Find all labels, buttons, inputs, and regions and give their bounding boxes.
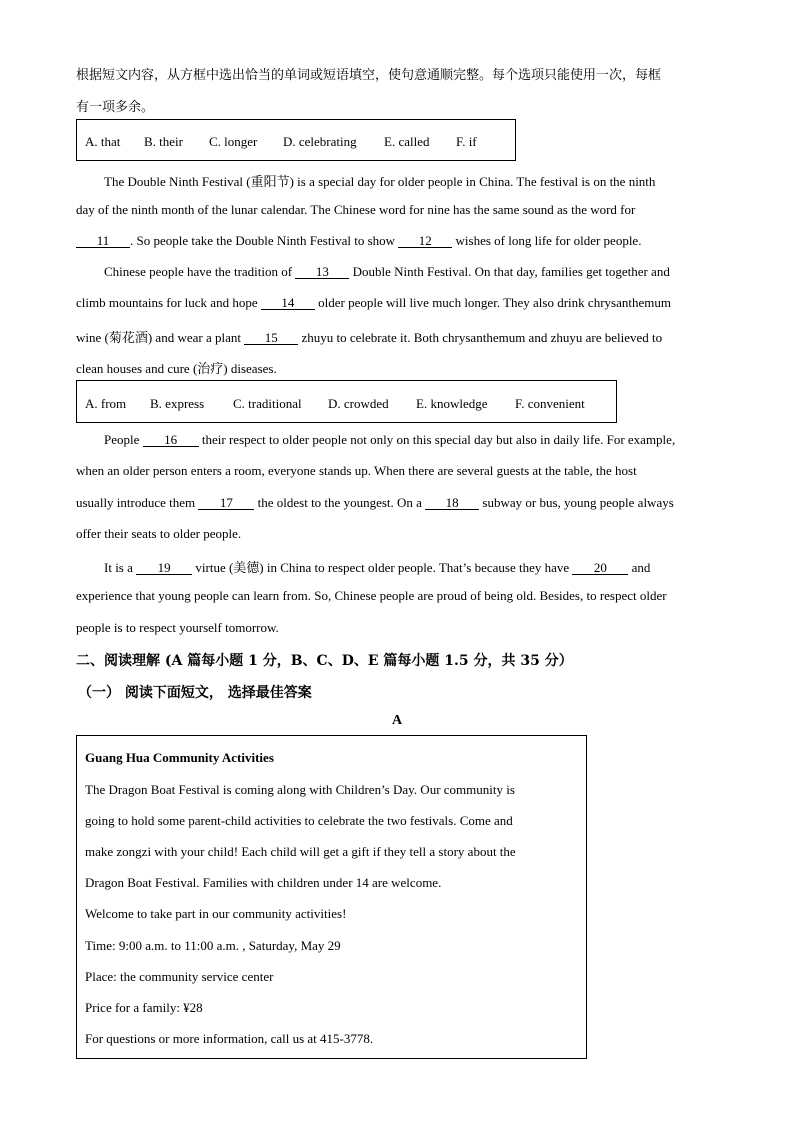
p2-line-1-text-b: Double Ninth Festival. On that day, families get together and [352,264,670,279]
blank-16[interactable]: 16 [143,433,199,447]
notice-line: make zongzi with your child! Each child will get a gift if they tell a story about the [85,844,516,859]
p3-line-3-text-c: subway or bus, young people always [482,495,674,510]
p1-line-3-text-b: wishes of long life for older people. [455,233,642,248]
blank-17[interactable]: 17 [198,496,254,510]
p4-line-1-text-c: and [631,560,651,575]
p3-line-3-text-b: the oldest to the youngest. On a [257,495,422,510]
option-2-e: E. knowledge [416,396,488,411]
p1-line-3-text-a: . So people take the Double Ninth Festival to show [130,233,396,248]
notice-contact: For questions or more information, call us at 415-3778. [85,1031,374,1046]
p1-line-2: day of the ninth month of the lunar calendar. The Chinese word for nine has the same sound as the word for [76,202,636,217]
option-1-f: F. if [456,134,477,149]
option-2-c: C. traditional [233,396,302,411]
p2-line-2-text-b: older people will live much longer. They also drink chrysanthemum [318,295,671,310]
p1-line-3 [76,233,641,249]
blank-18[interactable]: 18 [425,496,479,510]
blank-14[interactable]: 14 [261,296,315,310]
option-2-a: A. from [85,396,127,411]
p2-line-2-text-a: climb mountains for luck and hope [76,295,258,310]
option-box-2 [76,380,617,423]
p3-line-1-text-b: their respect to older people not only on this special day but also in daily life. For example, [201,432,676,447]
option-2-f: F. convenient [515,396,585,411]
option-1-d: D. celebrating [283,134,357,149]
blank-20[interactable]: 20 [572,561,628,575]
option-box-1 [76,119,516,161]
notice-price: Price for a family: ¥28 [85,1000,203,1015]
p3-line-1 [104,432,675,448]
passage-label: A [391,713,403,728]
option-1-a: A. that [85,134,121,149]
option-2-d: D. crowded [328,396,389,411]
p4-line-3: people is to respect yourself tomorrow. [76,620,279,635]
community-notice [76,735,587,1059]
blank-13[interactable]: 13 [295,265,349,279]
blank-15[interactable]: 15 [244,331,298,345]
p3-line-1-text-a: People [104,432,140,447]
blank-12[interactable]: 12 [398,234,452,248]
notice-time: Time: 9:00 a.m. to 11:00 a.m. , Saturday, May 29 [85,938,341,953]
blank-11[interactable]: 11 [76,234,130,248]
notice-line: The Dragon Boat Festival is coming along with Children’s Day. Our community is [85,782,515,797]
section-heading: 二、阅读理解 (A 篇每小题 1 分，B、C、D、E 篇每小题 1.5 分，共 35 分） [76,653,573,669]
p4-line-1-text-a: It is a [104,560,133,575]
option-2-b: B. express [150,396,205,411]
p3-line-4: offer their seats to older people. [76,526,242,541]
notice-title: Guang Hua Community Activities [85,750,274,765]
p3-line-3-text-a: usually introduce them [76,495,196,510]
option-1-e: E. called [384,134,430,149]
subsection-heading: （一） 阅读下面短文， 选择最佳答案 [78,685,312,701]
p2-line-3-text-a: wine (菊花酒) and wear a plant [76,330,241,345]
p2-line-4: clean houses and cure (治疗) diseases. [76,361,277,376]
instructions-line-1: 根据短文内容，从方框中选出恰当的单词或短语填空，使句意通顺完整。每个选项只能使用一次，每框 [76,67,662,82]
option-1-b: B. their [144,134,183,149]
notice-line: Welcome to take part in our community activities! [85,906,347,921]
p2-line-1-text-a: Chinese people have the tradition of [104,264,293,279]
notice-line: going to hold some parent-child activities to celebrate the two festivals. Come and [85,813,513,828]
p4-line-1 [104,557,650,576]
blank-19[interactable]: 19 [136,561,192,575]
instructions-line-2: 有一项多余。 [76,99,155,114]
p3-line-3 [76,495,674,511]
p2-line-3-text-b: zhuyu to celebrate it. Both chrysanthemum and zhuyu are believed to [301,330,663,345]
notice-line: Dragon Boat Festival. Families with children under 14 are welcome. [85,875,442,890]
p2-line-3 [76,327,662,346]
p2-line-1 [104,264,670,280]
p4-line-1-text-b: virtue (美德) in China to respect older people. That’s because they have [195,560,570,575]
option-1-c: C. longer [209,134,258,149]
p3-line-2: when an older person enters a room, everyone stands up. When there are several guests at the table, the host [76,463,637,478]
p1-line-1: The Double Ninth Festival (重阳节) is a special day for older people in China. The festival is on the ninth [104,174,656,189]
p4-line-2: experience that young people can learn from. So, Chinese people are proud of being old. Besides, to respect older [76,588,667,603]
p2-line-2 [76,295,671,311]
notice-place: Place: the community service center [85,969,274,984]
